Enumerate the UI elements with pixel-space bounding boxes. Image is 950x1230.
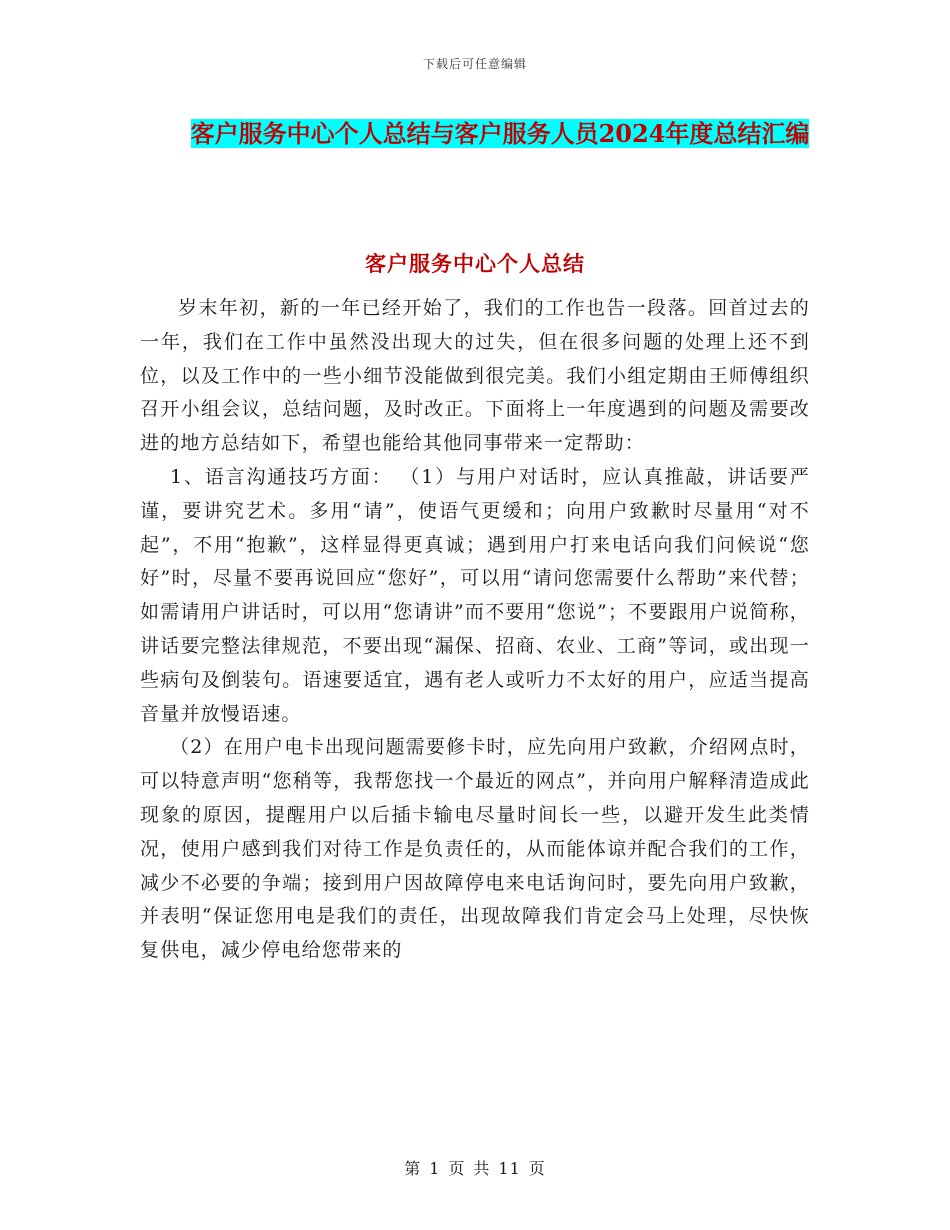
footer-page-total: 11 [498,1159,521,1178]
footer-page-unit: 页 [448,1159,466,1178]
paragraph-card-repair: （2）在用户电卡出现问题需要修卡时，应先向用户致歉，介绍网点时，可以特意声明“您稍等，我帮您找一个最近的网点”，并向用户解释清造成此现象的原因，提醒用户以后插卡输电尽量时间长一些，以避开发生此类情况，使用户感到我们对待工作是负责任的，从而能体谅并配合我们的工作，减少不必要的争端；接到用户因故障停电来电话询问时，要先向用户致歉，并表明“保证您用电是我们的责任，出现故障我们肯定会马上处理，尽快恢复供电，减少停电给您带来的 [140,736,810,962]
document-title-text: 客户服务中心个人总结与客户服务人员2024年度总结汇编 [190,119,810,148]
paragraph-language-skills: 1、语言沟通技巧方面： （1）与用户对话时，应认真推敲，讲话要严谨，要讲究艺术。多用“请”，使语气更缓和；向用户致歉时尽量用“对不起”，不用“抱歉”，这样显得更真诚；遇到用户打来电话向我们问候说“您好”时，尽量不要再说回应“您好”，可以用“请问您需要什么帮助”来代替；如需请用户讲话时，可以用“您请讲”而不要用“您说”；不要跟用户说简称，讲话要完整法律规范，不要出现“漏保、招商、农业、工商”等词，或出现一些病句及倒装句。语速要适宜，遇有老人或听力不太好的用户，应适当提高音量并放慢语速。 [140,465,810,725]
body-text [140,292,810,968]
footer-total-word: 共 [473,1159,491,1178]
section-title: 客户服务中心个人总结 [365,251,585,276]
document-title [140,112,860,156]
paragraph-intro: 岁末年初，新的一年已经开始了，我们的工作也告一段落。回首过去的一年，我们在工作中虽然没出现大的过失，但在很多问题的处理上还不到位，以及工作中的一些小细节没能做到很完美。我们小组定期由王师傅组织召开小组会议，总结问题，及时改正。下面将上一年度遇到的问题及需要改进的地方总结如下，希望也能给其他同事带来一定帮助： [140,297,810,455]
footer-page-word: 第 [404,1159,422,1178]
header-note: 下载后可任意编辑 [422,57,527,71]
footer-page-current: 1 [429,1159,441,1178]
page-footer [0,1156,950,1179]
footer-total-unit: 页 [528,1159,546,1178]
